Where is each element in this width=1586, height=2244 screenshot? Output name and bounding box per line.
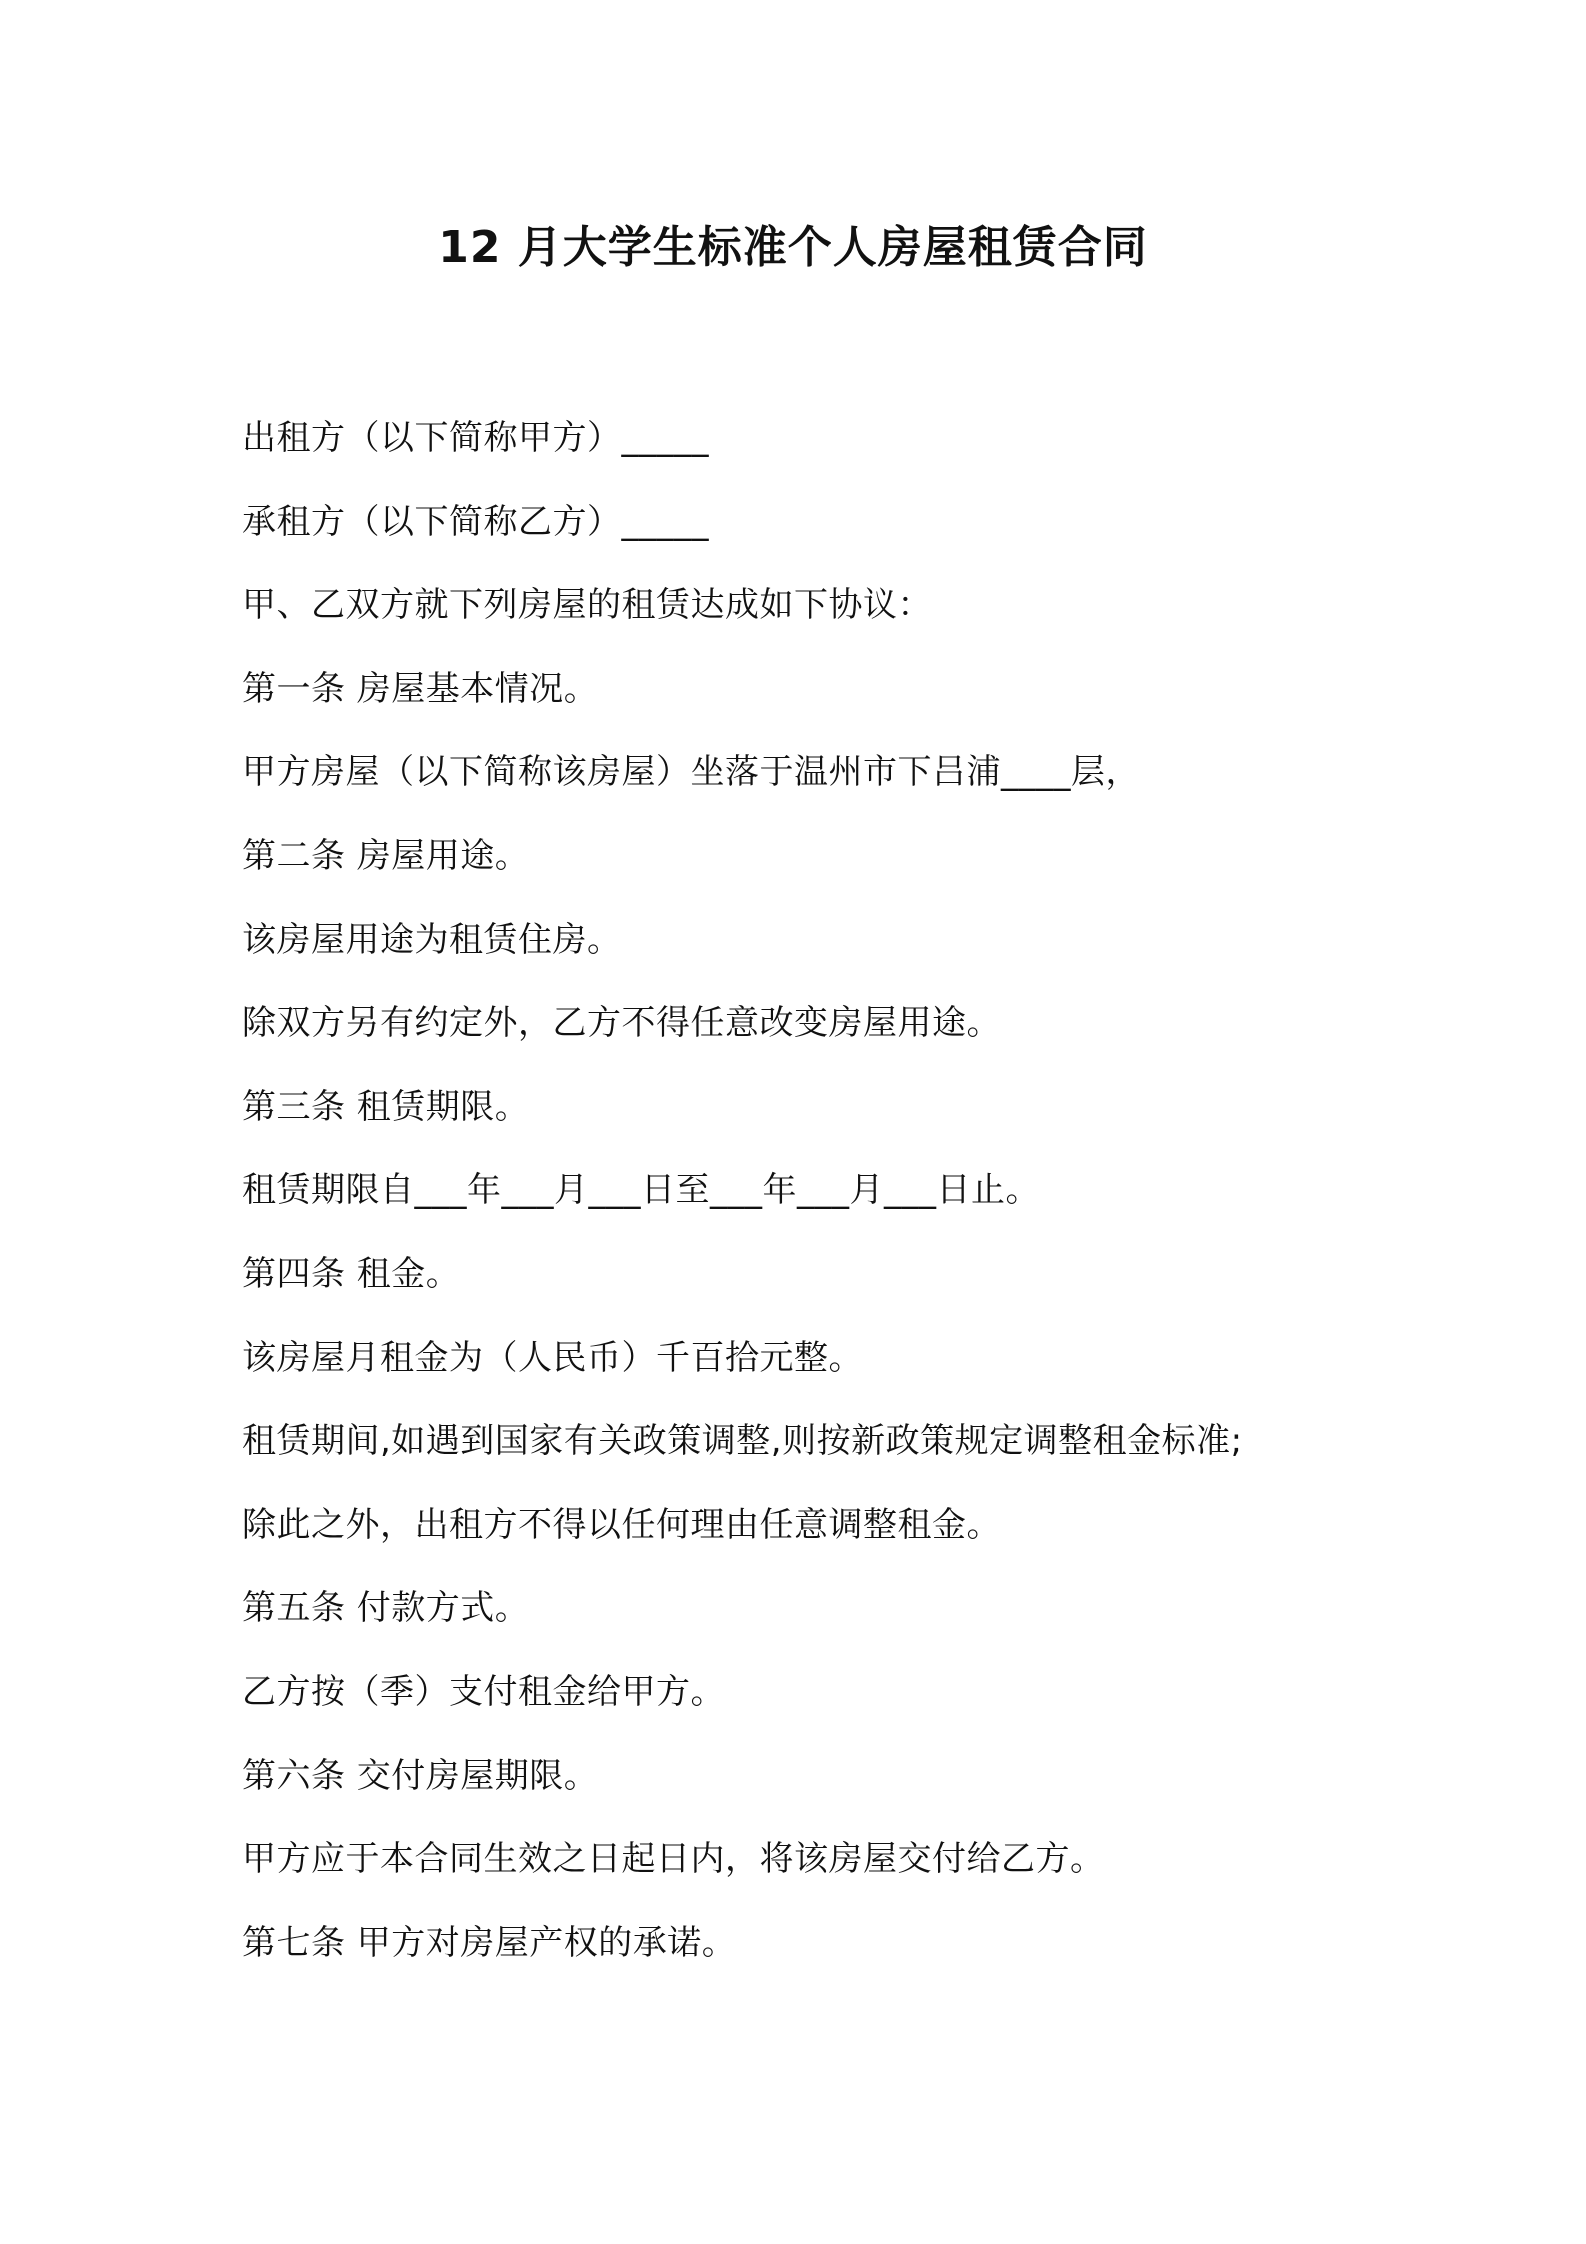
article-5-text: 乙方按（季）支付租金给甲方。 — [242, 1671, 725, 1712]
article-6-text: 甲方应于本合同生效之日起日内，将该房屋交付给乙方。 — [242, 1839, 1105, 1880]
party-a-line: 出租方（以下简称甲方）_____ — [242, 418, 709, 458]
article-1-heading: 第一条 房屋基本情况。 — [242, 668, 599, 709]
article-2-text: 除双方另有约定外，乙方不得任意改变房屋用途。 — [242, 1003, 1001, 1044]
article-5-heading: 第五条 付款方式。 — [242, 1588, 530, 1629]
article-2-heading: 第二条 房屋用途。 — [242, 835, 530, 876]
article-4-text: 该房屋月租金为（人民币）千百拾元整。 — [242, 1337, 863, 1378]
document-title: 12 月大学生标准个人房屋租赁合同 — [438, 222, 1148, 273]
article-4-text: 除此之外，出租方不得以任何理由任意调整租金。 — [242, 1504, 1001, 1545]
agreement-intro: 甲、乙双方就下列房屋的租赁达成如下协议： — [242, 585, 932, 626]
article-3-text: 租赁期限自___年___月___日至___年___月___日止。 — [242, 1170, 1040, 1211]
document-body — [242, 410, 1442, 1998]
article-3-heading: 第三条 租赁期限。 — [242, 1086, 530, 1127]
article-2-text: 该房屋用途为租赁住房。 — [242, 919, 622, 960]
article-4-text: 租赁期间,如遇到国家有关政策调整,则按新政策规定调整租金标准; — [242, 1421, 1243, 1462]
party-b-line: 承租方（以下简称乙方）_____ — [242, 501, 709, 542]
article-1-text: 甲方房屋（以下简称该房屋）坐落于温州市下吕浦____层， — [242, 752, 1140, 793]
article-6-heading: 第六条 交付房屋期限。 — [242, 1755, 599, 1796]
article-4-heading: 第四条 租金。 — [242, 1253, 461, 1294]
article-7-heading: 第七条 甲方对房屋产权的承诺。 — [242, 1922, 737, 1963]
